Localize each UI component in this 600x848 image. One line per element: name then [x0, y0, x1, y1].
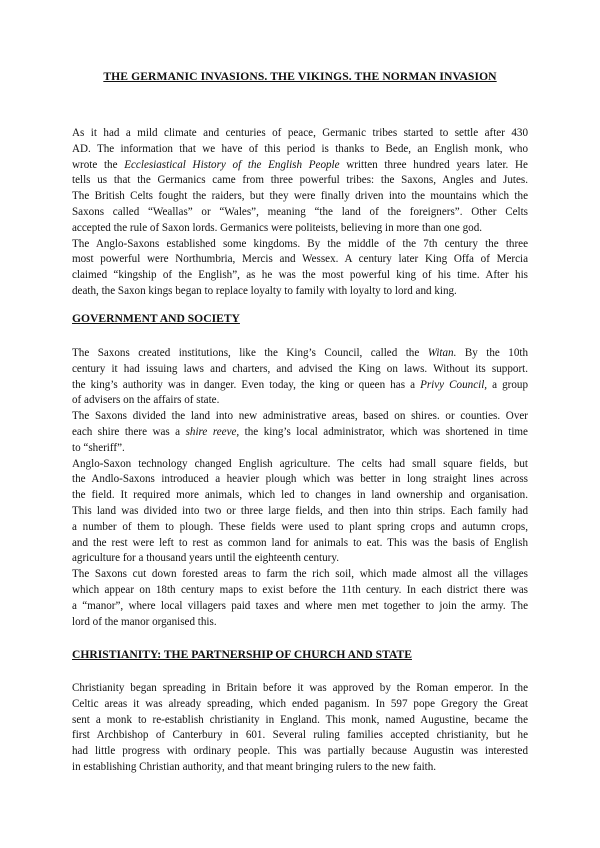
- text-line: AD. The information that we have of this period is thanks to Bede, an English monk, who: [72, 142, 528, 155]
- intro-section: [72, 126, 528, 300]
- text-segment: written three hundred years later. He: [339, 158, 528, 171]
- text-line: [72, 158, 528, 174]
- christianity-heading: CHRISTIANITY: THE PARTNERSHIP OF CHURCH AND STATE: [72, 648, 412, 661]
- intro-paragraph-1: [72, 126, 528, 237]
- italic-term: Witan.: [427, 347, 457, 359]
- text-line: As it had a mild climate and centuries of peace, Germanic tribes started to settle after 430: [72, 127, 528, 139]
- italic-term: Ecclesiastical History of the English People: [124, 158, 340, 171]
- text-line: death, the Saxon kings began to replace loyalty to family with loyalty to lord and king.: [72, 284, 457, 297]
- text-line: the field. It required more animals, which led to changes in land ownership and organisation.: [72, 489, 528, 502]
- government-paragraph-4: [72, 567, 528, 630]
- italic-term: Privy Council,: [420, 378, 488, 391]
- text-segment: The Saxons created institutions, like the King’s Council, called the: [72, 347, 428, 359]
- government-section: [72, 346, 528, 630]
- christianity-paragraph-1: [72, 681, 528, 776]
- text-line: Saxons called “Weallas” or “Wales”, meaning “the land of the foreigners”. Other Celts: [72, 205, 528, 218]
- government-paragraph-3: [72, 457, 528, 568]
- text-line: claimed “kingship of the English”, as he was the most powerful king of his time. After his: [72, 269, 528, 282]
- government-paragraph-2: [72, 409, 528, 456]
- text-line: [72, 425, 528, 441]
- text-line: to “sheriff”.: [72, 441, 125, 454]
- text-line: century it had issuing laws and charters, and advised the King on laws. Without its support.: [72, 362, 528, 375]
- text-line: a number of them to plough. These fields were used to plant spring crops and autumn crops,: [72, 520, 528, 533]
- text-line: the Andlo-Saxons introduced a heavier plough which was better in long straight lines across: [72, 473, 528, 486]
- text-segment: wrote the: [72, 158, 125, 171]
- text-line: had little progress with ordinary people. This was partially because Augustin was interested: [72, 745, 528, 758]
- text-line: The British Celts fought the raiders, but they were finally driven into the mountains which the: [72, 190, 528, 203]
- text-line: most powerful were Northumbria, Mercis and Wessex. A century later King Offa of Mercia: [72, 253, 528, 266]
- text-line: lord of the manor organised this.: [72, 615, 217, 628]
- text-line: agriculture for a thousand years until the eighteenth century.: [72, 552, 339, 565]
- text-line: first Archbishop of Canterbury in 601. Several ruling families accepted christianity, but he: [72, 729, 528, 742]
- text-line: a “manor”, where local villagers paid taxes and where men met together to join the army. The: [72, 599, 528, 612]
- text-segment: a group: [487, 378, 528, 391]
- text-line: of advisers on the affairs of state.: [72, 394, 220, 407]
- government-heading: GOVERNMENT AND SOCIETY: [72, 312, 240, 325]
- italic-term: shire reeve,: [185, 425, 240, 438]
- text-line: The Saxons divided the land into new administrative areas, based on shires. or counties. Over: [72, 410, 528, 423]
- text-line: This land was divided into two or three large fields, and then into thin strips. Each family had: [72, 504, 528, 517]
- text-line: tells us that the Germanics came from three powerful tribes: the Saxons, Angles and Jutes.: [72, 174, 528, 187]
- text-line: Anglo-Saxon technology changed English agriculture. The celts had small square fields, but: [72, 457, 528, 470]
- text-segment: each shire there was a: [72, 425, 186, 438]
- text-line: sent a monk to re-establish christianity in England. This monk, named Augustine, became the: [72, 713, 528, 726]
- text-line: which appear on 18th century maps to exist before the 11th century. In each district there was: [72, 583, 528, 596]
- intro-paragraph-2: [72, 237, 528, 300]
- text-line: The Saxons cut down forested areas to farm the rich soil, which made almost all the villages: [72, 568, 528, 581]
- text-line: [72, 346, 528, 362]
- text-segment: the king’s local administrator, which was shortened in time: [239, 425, 528, 438]
- text-line: accepted the rule of Saxon lords. Germanics were politeists, believing in more than one god.: [72, 221, 483, 234]
- christianity-section: [72, 681, 528, 776]
- text-line: and the rest were left to rest as common land for animals to eat. This was the basis of English: [72, 536, 528, 549]
- text-segment: By the 10th: [456, 347, 528, 359]
- text-segment: the king’s authority was in danger. Even today, the king or queen has a: [72, 378, 421, 391]
- text-line: [72, 378, 528, 394]
- document-title: THE GERMANIC INVASIONS. THE VIKINGS. THE NORMAN INVASION: [103, 70, 497, 83]
- text-line: in establishing Christian authority, and that meant bringing rulers to the new faith.: [72, 760, 437, 773]
- text-line: Christianity began spreading in Britain before it was approved by the Roman emperor. In the: [72, 682, 528, 694]
- text-line: Celtic areas it was already spreading, which ended paganism. In 597 pope Gregory the Great: [72, 697, 528, 710]
- text-line: The Anglo-Saxons established some kingdoms. By the middle of the 7th century the three: [72, 237, 528, 250]
- government-paragraph-1: [72, 346, 528, 409]
